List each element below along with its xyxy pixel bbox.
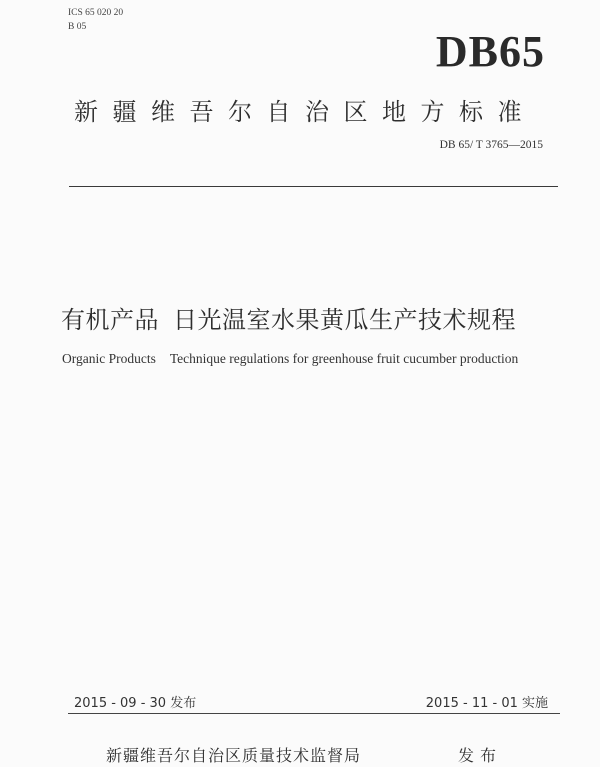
header-divider — [69, 186, 558, 187]
issuing-authority: 新疆维吾尔自治区质量技术监督局 — [106, 746, 362, 765]
implement-date: 2015 - 11 - 01 实施 — [425, 696, 548, 711]
title-chinese-part2: 日光温室水果黄瓜生产技术规程 — [173, 306, 516, 334]
ics-code: ICS 65 020 20 — [68, 8, 124, 18]
publish-date: 2015 - 09 - 30 发布 — [74, 696, 197, 711]
footer-divider — [68, 713, 560, 714]
title-chinese-part1: 有机产品 — [61, 306, 159, 334]
standard-number: DB 65/ T 3765—2015 — [439, 139, 543, 151]
standard-logo: DB65 — [435, 27, 545, 76]
issue-label: 发布 — [458, 746, 503, 765]
title-chinese — [61, 300, 516, 335]
ccs-code: B 05 — [68, 22, 87, 32]
standard-type: 新疆维吾尔自治区地方标准 — [74, 98, 536, 126]
title-english — [62, 351, 518, 367]
title-english-part1: Organic Products — [62, 351, 156, 366]
title-english-part2: Technique regulations for greenhouse fruit cucumber production — [169, 351, 519, 366]
